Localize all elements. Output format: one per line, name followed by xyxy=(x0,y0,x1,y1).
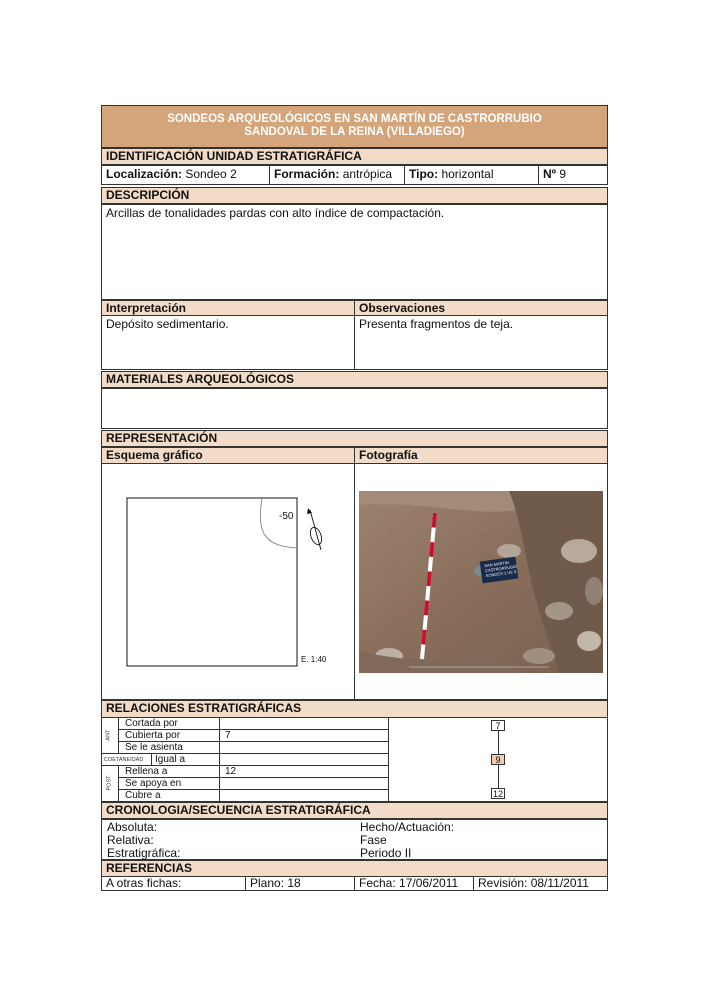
cronologia-hecho: Hecho/Actuación: xyxy=(360,820,455,834)
referencias-otras: A otras fichas: xyxy=(101,876,246,891)
cronologia-body xyxy=(101,819,608,860)
relaciones-table xyxy=(101,717,608,802)
rel-row-label: Cubierta por xyxy=(119,730,220,742)
materiales-text xyxy=(101,388,608,429)
diagram-box-bottom: 12 xyxy=(492,789,503,799)
cronologia-estratigrafica: Estratigráfica: xyxy=(107,846,181,860)
coet-group xyxy=(102,754,152,766)
rel-row-label: Igual a xyxy=(152,754,220,766)
rel-row-label: Cubre a xyxy=(125,790,161,801)
cronologia-periodo: Periodo II xyxy=(360,846,412,860)
referencias-fecha: Fecha: 17/06/2011 xyxy=(354,876,474,891)
rel-row-value xyxy=(219,718,388,730)
excavation-photo xyxy=(359,491,603,673)
ant-label: ANT xyxy=(105,729,112,741)
diagram-box-top: 7 xyxy=(491,720,505,731)
excavation-plan-outline xyxy=(127,498,297,666)
materiales-header: MATERIALES ARQUEOLÓGICOS xyxy=(101,371,608,388)
relaciones-header: RELACIONES ESTRATIGRÁFICAS xyxy=(101,700,608,718)
tipo-value: horizontal xyxy=(441,167,494,181)
formacion-label: Formación: xyxy=(274,167,340,181)
cronologia-fase: Fase xyxy=(360,833,387,847)
rel-row-label: Cortada por xyxy=(119,718,220,730)
identificacion-header: IDENTIFICACIÓN UNIDAD ESTRATIGRÁFICA xyxy=(101,148,608,165)
scale-label: E. 1:40 xyxy=(301,655,327,664)
fotografia-panel xyxy=(354,463,608,700)
north-arrow-icon xyxy=(307,508,324,550)
esquema-header: Esquema gráfico xyxy=(101,447,355,464)
cronologia-header: CRONOLOGIA/SECUENCIA ESTRATIGRÁFICA xyxy=(101,802,608,819)
ant-group xyxy=(102,718,119,754)
title-line-2: SANDOVAL DE LA REINA (VILLADIEGO) xyxy=(244,126,465,138)
descripcion-text: Arcillas de tonalidades pardas con alto índice de compactación. xyxy=(101,204,608,300)
localizacion-value: Sondeo 2 xyxy=(185,167,237,181)
cronologia-relativa: Relativa: xyxy=(107,833,154,847)
elevation-label: -50 xyxy=(279,511,294,522)
diagram-box-current: 9 xyxy=(491,754,505,765)
coet-label: COETANEIDAD xyxy=(104,757,144,763)
post-label: POST xyxy=(106,775,113,791)
numero-value: 9 xyxy=(559,167,567,181)
rel-row-value xyxy=(219,754,388,766)
localizacion-cell xyxy=(101,165,270,185)
rel-row-label: Se le asienta xyxy=(119,742,220,754)
rel-row-value xyxy=(219,742,388,754)
numero-label: Nº xyxy=(543,167,557,181)
title-line-1: SONDEOS ARQUEOLÓGICOS EN SAN MARTÍN DE CASTRORRUBIO xyxy=(167,113,542,125)
contour-line xyxy=(260,498,297,548)
label-card: SAN MARTIN CASTRORRUBIO SONDEO 2 UE 9 xyxy=(484,559,518,579)
post-group xyxy=(102,766,119,802)
localizacion-label: Localización: xyxy=(106,167,183,181)
interpretacion-header: Interpretación xyxy=(101,300,355,316)
referencias-header: REFERENCIAS xyxy=(101,860,608,877)
referencias-revision: Revisión: 08/11/2011 xyxy=(473,876,608,891)
tipo-cell xyxy=(404,165,539,185)
rel-row-value: 12 xyxy=(219,766,388,778)
observaciones-text: Presenta fragmentos de teja. xyxy=(354,315,608,370)
rel-row-value: 7 xyxy=(219,730,388,742)
document-title xyxy=(101,105,608,148)
rel-row-label: Rellena a xyxy=(119,766,220,778)
rel-row-label: Se apoya en xyxy=(119,778,220,790)
numero-cell xyxy=(538,165,608,185)
tipo-label: Tipo: xyxy=(409,167,439,181)
fotografia-header: Fotografía xyxy=(354,447,608,464)
cronologia-absoluta: Absoluta: xyxy=(107,820,158,834)
formacion-cell xyxy=(269,165,405,185)
rel-row-value xyxy=(219,790,388,802)
harris-diagram xyxy=(388,718,607,801)
observaciones-header: Observaciones xyxy=(354,300,608,316)
interpretacion-text: Depósito sedimentario. xyxy=(101,315,355,370)
rel-row-value xyxy=(219,778,388,790)
representacion-header: REPRESENTACIÓN xyxy=(101,430,608,447)
referencias-plano: Plano: 18 xyxy=(245,876,355,891)
formacion-value: antrópica xyxy=(342,167,393,181)
descripcion-header: DESCRIPCIÓN xyxy=(101,187,608,204)
esquema-panel xyxy=(101,463,355,700)
